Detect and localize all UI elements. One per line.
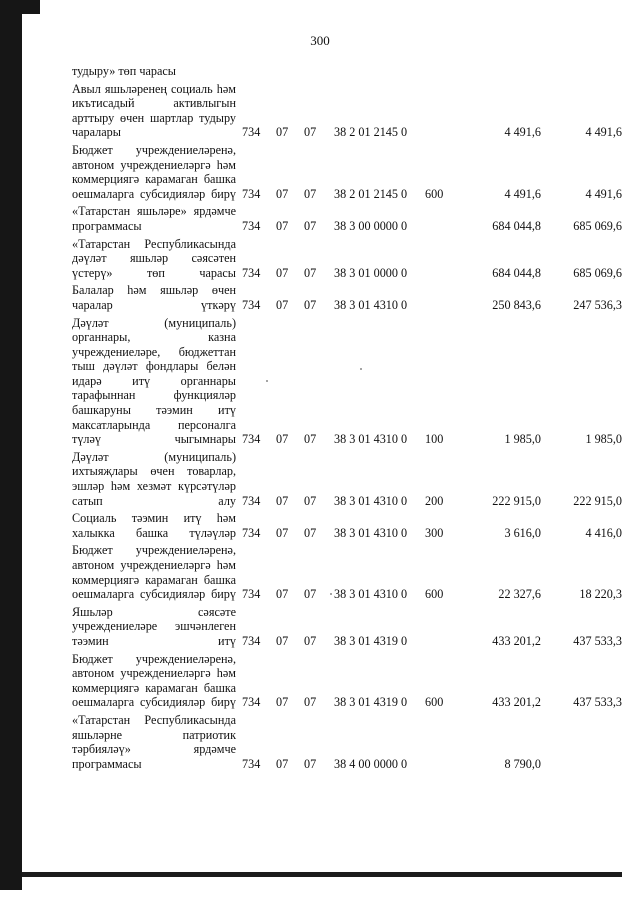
row-section-code: 07 — [276, 493, 289, 508]
row-amount-year2: 4 416,0 — [585, 525, 622, 540]
budget-table — [72, 64, 622, 774]
row-amount-year2 — [541, 713, 622, 774]
row-target-article: 38 3 01 4319 0 — [334, 633, 408, 648]
table-row — [72, 82, 622, 143]
row-amount-year1: 8 790,0 — [504, 756, 541, 771]
row-subsection-code: 07 — [304, 756, 317, 771]
row-name: Социаль тәэмин итү һәм халыкка башка түләүләр — [72, 511, 236, 540]
row-target-article — [334, 64, 425, 82]
row-amount-year2: 4 491,6 — [585, 186, 622, 201]
row-target-article: 38 3 00 0000 0 — [334, 218, 408, 233]
table-row — [72, 316, 622, 450]
row-section-code: 07 — [276, 756, 289, 771]
row-expense-type: 100 — [425, 432, 444, 447]
row-target-article: 38 3 01 4310 0 — [334, 493, 408, 508]
row-subsection-code — [304, 64, 334, 82]
row-subsection-code: 07 — [304, 633, 317, 648]
row-subsection-code: 07 — [304, 218, 317, 233]
table-row — [72, 283, 622, 315]
row-section-code: 07 — [276, 525, 289, 540]
row-subsection-code: 07 — [304, 695, 317, 710]
budget-table-body — [72, 64, 622, 774]
row-target-article: 38 3 01 4319 0 — [334, 695, 408, 710]
table-row — [72, 237, 622, 284]
row-section-code: 07 — [276, 186, 289, 201]
row-target-article: 38 4 00 0000 0 — [334, 756, 408, 771]
row-name: Дәүләт (муниципаль) органнары, казна учреждениеләре, бюджеттан тыш дәүләт фондлары белән идарә итү органнары тарафыннан функцияләр башкаруны тәэмин итү максатларында персоналга түләү чыгымнары — [72, 315, 236, 447]
row-amount-year1: 433 201,2 — [492, 633, 541, 648]
scan-border-bottom — [22, 872, 622, 877]
table-row — [72, 511, 622, 543]
row-target-article: 38 2 01 2145 0 — [334, 186, 408, 201]
row-target-article: 38 2 01 2145 0 — [334, 125, 408, 140]
row-amount-year2: 685 069,6 — [573, 218, 622, 233]
row-amount-year2: 685 069,6 — [573, 265, 622, 280]
row-target-article: 38 3 01 0000 0 — [334, 265, 408, 280]
row-name: Авыл яшьләренең социаль һәм икътисадый активлыгын арттыру өчен шартлар тудыру чаралары — [72, 81, 236, 140]
table-row — [72, 713, 622, 774]
table-row — [72, 143, 622, 204]
row-amount-year2: 247 536,3 — [573, 297, 622, 312]
row-section-code: 07 — [276, 587, 289, 602]
row-name: Дәүләт (муниципаль) ихтыяҗлары өчен товарлар, эшләр һәм хезмәт күрсәтүләр сатып алу — [72, 449, 236, 508]
row-amount-year2: 18 220,3 — [579, 587, 622, 602]
row-expense-type — [425, 283, 459, 315]
scan-speck — [360, 368, 362, 370]
row-expense-type — [425, 713, 459, 774]
row-amount-year1: 222 915,0 — [492, 493, 541, 508]
row-expense-type: 200 — [425, 493, 444, 508]
row-target-article: 38 3 01 4310 0 — [334, 432, 408, 447]
row-section-code — [276, 64, 304, 82]
row-section-code: 07 — [276, 432, 289, 447]
row-name: Яшьләр сәясәте учреждениеләре эшчәнлеген тәэмин итү — [72, 604, 236, 648]
row-amount-year1: 1 985,0 — [504, 432, 541, 447]
row-ministry-code: 734 — [242, 525, 261, 540]
table-row — [72, 64, 622, 82]
row-amount-year1: 4 491,6 — [504, 186, 541, 201]
row-subsection-code: 07 — [304, 432, 317, 447]
row-amount-year1: 684 044,8 — [492, 218, 541, 233]
row-ministry-code: 734 — [242, 756, 261, 771]
row-amount-year2 — [541, 64, 622, 82]
scan-speck — [266, 380, 268, 382]
row-name: «Татарстан Республикасында яшьләрне патриотик тәрбияләү» ярдәмче программасы — [72, 712, 236, 771]
row-name: Бюджет учреждениеләренә, автоном учреждениеләргә һәм коммерциягә карамаган башка оешмаларга субсидияләр бирү — [72, 142, 236, 201]
row-ministry-code: 734 — [242, 695, 261, 710]
row-expense-type: 600 — [425, 186, 444, 201]
row-expense-type: 300 — [425, 525, 444, 540]
row-amount-year1: 4 491,6 — [504, 125, 541, 140]
row-name: «Татарстан яшьләре» ярдәмче программасы — [72, 204, 236, 233]
row-expense-type — [425, 237, 459, 284]
scan-speck — [330, 593, 332, 595]
row-amount-year1 — [459, 64, 541, 82]
row-name: тудыру» төп чарасы — [72, 64, 176, 78]
row-section-code: 07 — [276, 695, 289, 710]
row-section-code: 07 — [276, 297, 289, 312]
row-name: Бюджет учреждениеләренә, автоном учреждениеләргә һәм коммерциягә карамаган башка оешмаларга субсидияләр бирү — [72, 543, 236, 602]
row-ministry-code — [240, 64, 276, 82]
row-ministry-code: 734 — [242, 265, 261, 280]
row-section-code: 07 — [276, 633, 289, 648]
row-section-code: 07 — [276, 218, 289, 233]
row-expense-type — [425, 204, 459, 236]
row-subsection-code: 07 — [304, 297, 317, 312]
table-row — [72, 605, 622, 652]
row-amount-year2: 1 985,0 — [585, 432, 622, 447]
row-ministry-code: 734 — [242, 587, 261, 602]
row-name: Бюджет учреждениеләренә, автоном учреждениеләргә һәм коммерциягә карамаган башка оешмаларга субсидияләр бирү — [72, 651, 236, 710]
table-row — [72, 450, 622, 511]
row-section-code: 07 — [276, 265, 289, 280]
row-target-article: 38 3 01 4310 0 — [334, 297, 408, 312]
row-expense-type — [425, 82, 459, 143]
table-row — [72, 204, 622, 236]
row-name: Балалар һәм яшьләр өчен чаралар үткәрү — [72, 283, 236, 312]
row-ministry-code: 734 — [242, 633, 261, 648]
row-expense-type — [425, 605, 459, 652]
row-amount-year1: 433 201,2 — [492, 695, 541, 710]
row-amount-year2: 437 533,3 — [573, 633, 622, 648]
row-expense-type: 600 — [425, 587, 444, 602]
row-ministry-code: 734 — [242, 218, 261, 233]
row-ministry-code: 734 — [242, 186, 261, 201]
row-amount-year1: 250 843,6 — [492, 297, 541, 312]
table-row — [72, 543, 622, 604]
row-ministry-code: 734 — [242, 297, 261, 312]
row-subsection-code: 07 — [304, 186, 317, 201]
row-subsection-code: 07 — [304, 125, 317, 140]
row-ministry-code: 734 — [242, 125, 261, 140]
row-subsection-code: 07 — [304, 525, 317, 540]
table-row — [72, 652, 622, 713]
scan-border-top — [0, 0, 40, 14]
row-subsection-code: 07 — [304, 493, 317, 508]
row-amount-year2: 222 915,0 — [573, 493, 622, 508]
row-subsection-code: 07 — [304, 587, 317, 602]
row-amount-year1: 3 616,0 — [504, 525, 541, 540]
row-amount-year2: 437 533,3 — [573, 695, 622, 710]
row-amount-year2: 4 491,6 — [585, 125, 622, 140]
row-expense-type: 600 — [425, 695, 444, 710]
row-target-article: 38 3 01 4310 0 — [334, 525, 408, 540]
row-name: «Татарстан Республикасында дәүләт яшьләр сәясәтен үстерү» төп чарасы — [72, 236, 236, 280]
row-section-code: 07 — [276, 125, 289, 140]
row-ministry-code: 734 — [242, 432, 261, 447]
row-subsection-code: 07 — [304, 265, 317, 280]
row-expense-type — [425, 64, 459, 82]
scan-border-left — [0, 0, 22, 890]
row-target-article: 38 3 01 4310 0 — [334, 587, 408, 602]
row-amount-year1: 22 327,6 — [498, 587, 541, 602]
page-number: 300 — [310, 33, 330, 48]
row-amount-year1: 684 044,8 — [492, 265, 541, 280]
row-ministry-code: 734 — [242, 493, 261, 508]
